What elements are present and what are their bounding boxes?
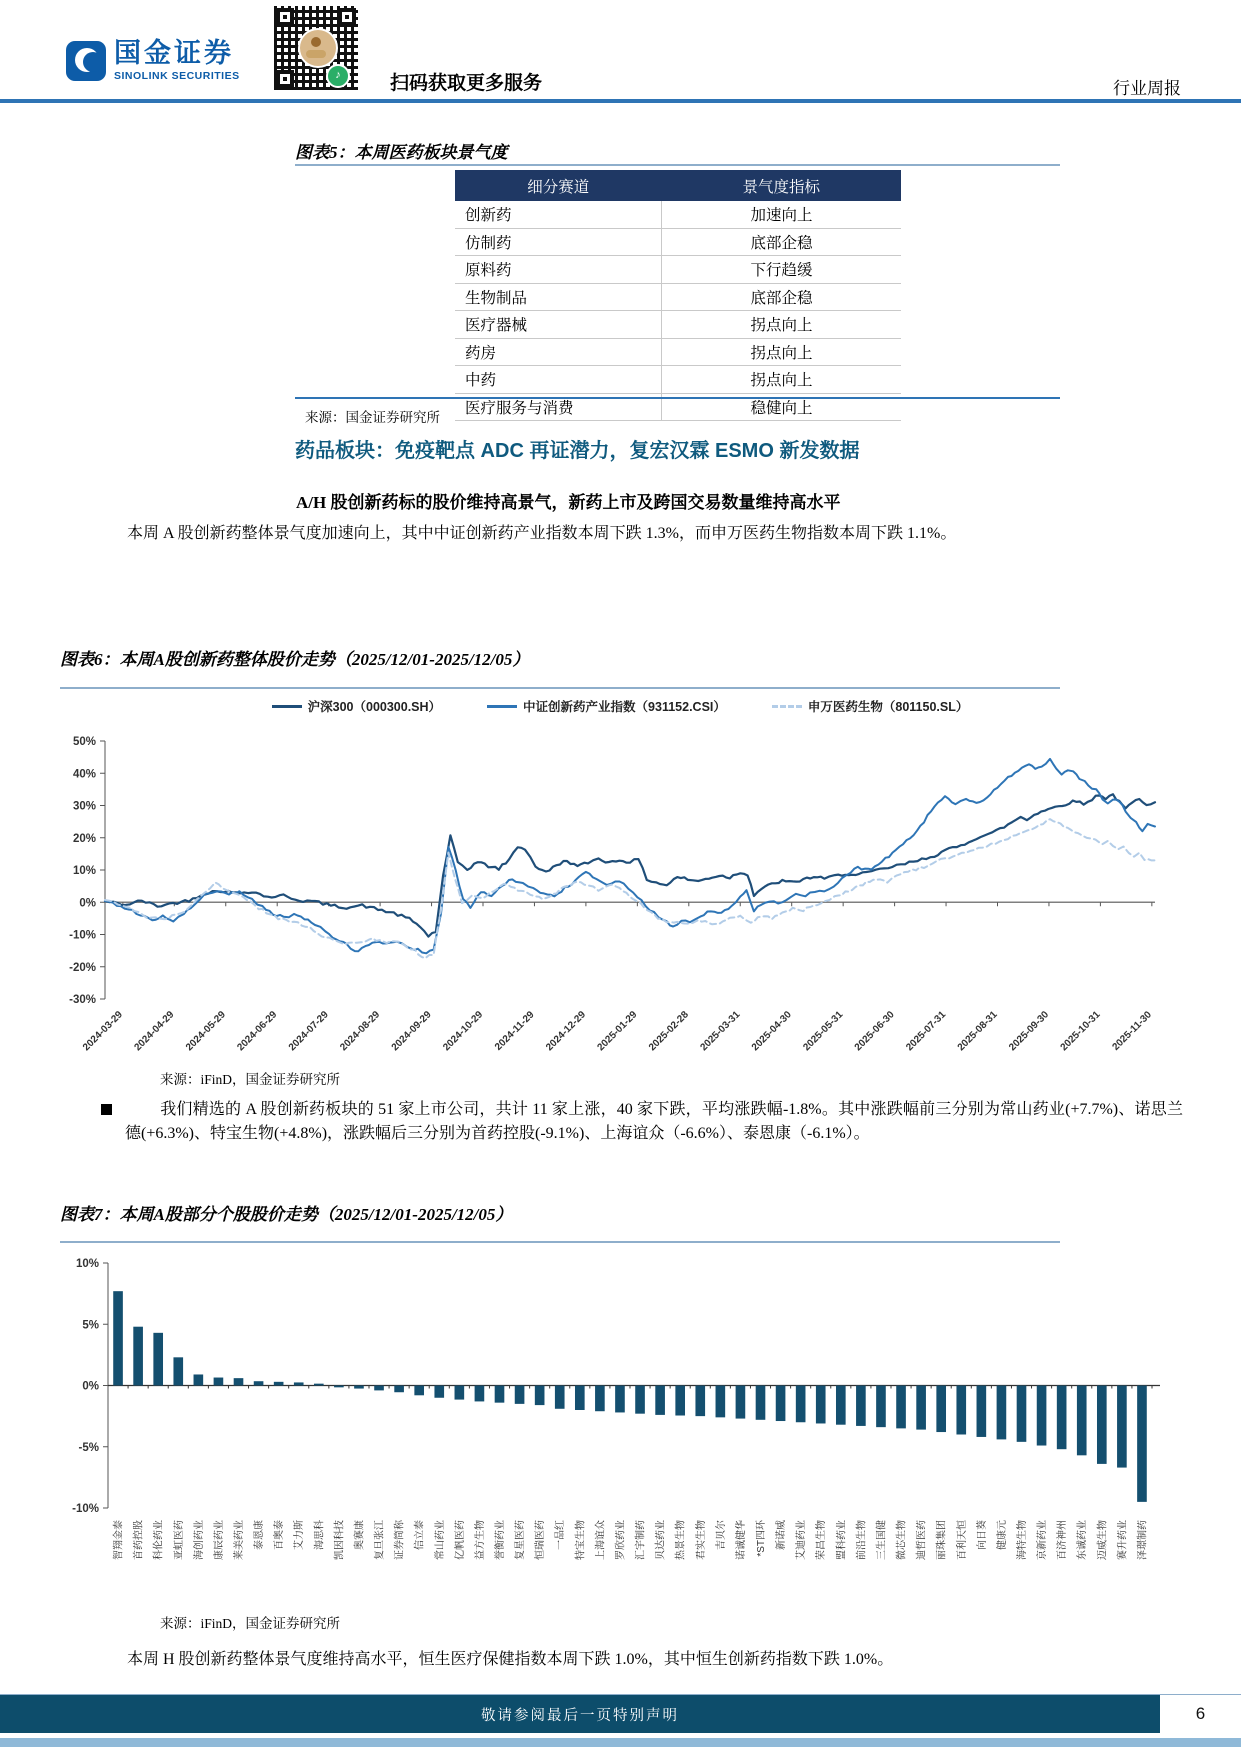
- bar-label: 向日葵: [976, 1520, 988, 1550]
- bar-健康元: [997, 1386, 1007, 1440]
- header-rule: [0, 99, 1241, 103]
- footer-disclaimer: 敬请参阅最后一页特别声明: [0, 1695, 1160, 1733]
- cell-segment: 医疗器械: [455, 311, 662, 339]
- bar-label: 吉贝尔: [715, 1520, 727, 1550]
- bar-百奥泰: [274, 1382, 284, 1386]
- bar-label: 迈威生物: [1097, 1520, 1109, 1560]
- cell-indicator: 加速向上: [662, 201, 902, 228]
- fig6-source: 来源：iFinD，国金证券研究所: [160, 1072, 341, 1087]
- svg-text:2025-05-31: 2025-05-31: [801, 1009, 846, 1054]
- sentiment-table: [455, 170, 901, 421]
- bar-label: 常山药业: [434, 1520, 446, 1560]
- paragraph-stock-stats: 我们精选的 A 股创新药板块的 51 家上市公司，共计 11 家上涨，40 家下跌，平均涨跌幅-1.8%。其中涨跌幅前三分别为常山药业(+7.7%)、诺思兰德(+6.3%)、特宝生物(+4.8%)，涨跌幅后三分别为首药控股(-9.1%)、上海谊众（-6.6%）、泰恩康（-6.1%）。: [125, 1101, 1183, 1142]
- bar-label: 荣昌生物: [816, 1520, 828, 1560]
- bar-汇宇制药: [635, 1386, 645, 1414]
- legend-item: [487, 697, 726, 715]
- bar-label: 前沿生物: [856, 1520, 868, 1560]
- bar-迈威生物: [1097, 1386, 1107, 1464]
- bar-热景生物: [675, 1386, 685, 1416]
- bar-常山药业: [434, 1386, 444, 1398]
- fig6-caption-rule: [60, 687, 1060, 689]
- line-series-0: [105, 794, 1155, 936]
- bar-label: 信立泰: [414, 1520, 426, 1550]
- cell-indicator: 底部企稳: [662, 228, 902, 256]
- section-subheading: A/H 股创新药标的股价维持高景气，新药上市及跨国交易数量维持高水平: [296, 493, 841, 512]
- bar-label: 复旦张江: [374, 1520, 386, 1560]
- svg-text:2025-08-31: 2025-08-31: [955, 1009, 1000, 1054]
- cell-segment: 医疗服务与消费: [455, 393, 662, 421]
- bar-贝达药业: [655, 1386, 665, 1415]
- svg-text:40%: 40%: [72, 768, 96, 781]
- brand-name-en: SINOLINK SECURITIES: [114, 70, 240, 82]
- bar-label: 百利天恒: [956, 1520, 968, 1560]
- bar-label: 一品红: [555, 1520, 567, 1550]
- bar-复旦张江: [374, 1386, 384, 1391]
- page-number: 6: [1195, 1704, 1206, 1723]
- bar-label: 京新药业: [1037, 1520, 1049, 1560]
- svg-text:-10%: -10%: [72, 1503, 99, 1515]
- bar-特宝生物: [575, 1386, 585, 1411]
- page-header: [0, 0, 1241, 99]
- svg-text:2025-10-31: 2025-10-31: [1058, 1009, 1103, 1054]
- table-row: [455, 366, 901, 394]
- svg-text:2024-11-29: 2024-11-29: [493, 1009, 537, 1053]
- cell-indicator: 底部企稳: [662, 283, 902, 311]
- line-series-2: [105, 819, 1155, 958]
- bar-label: 海特生物: [1017, 1520, 1028, 1560]
- bar-label: 海思科: [314, 1520, 326, 1550]
- legend-swatch: [772, 705, 802, 708]
- bar-上海谊众: [595, 1386, 605, 1412]
- svg-text:10%: 10%: [75, 1258, 99, 1270]
- bar-label: 科伦药业: [153, 1520, 165, 1560]
- svg-text:2024-08-29: 2024-08-29: [338, 1009, 383, 1054]
- bar-label: 康辰药业: [213, 1520, 225, 1560]
- bar-康辰药业: [214, 1378, 224, 1386]
- bar-向日葵: [977, 1386, 987, 1437]
- bar-盟科药业: [836, 1386, 846, 1425]
- bar-京新药业: [1037, 1386, 1047, 1446]
- fig5-bottom-rule: [295, 397, 1060, 399]
- svg-text:10%: 10%: [72, 865, 96, 877]
- bar-海特生物: [1017, 1386, 1027, 1442]
- cell-indicator: 拐点向上: [662, 311, 902, 339]
- bar-泽璟制药: [1137, 1386, 1147, 1502]
- svg-text:2025-02-28: 2025-02-28: [646, 1009, 691, 1054]
- bar-丽珠集团: [936, 1386, 946, 1433]
- table-row: [455, 311, 901, 339]
- sinolink-logo: [66, 40, 240, 82]
- table-row: [455, 228, 901, 256]
- cell-segment: 原料药: [455, 256, 662, 284]
- paragraph-a-share: 本周 A 股创新药整体景气度加速向上，其中中证创新药产业指数本周下跌 1.3%，而申万医药生物指数本周下跌 1.1%。: [127, 525, 957, 542]
- svg-text:2025-07-31: 2025-07-31: [904, 1009, 949, 1054]
- bar-艾迪药业: [796, 1386, 806, 1423]
- bar-百利天恒: [956, 1386, 966, 1435]
- bar-label: 海创药业: [193, 1520, 205, 1560]
- cell-segment: 生物制品: [455, 283, 662, 311]
- svg-text:2024-07-29: 2024-07-29: [286, 1009, 331, 1054]
- bullet-icon: [101, 1104, 112, 1115]
- bar-*ST四环: [756, 1386, 766, 1420]
- bar-label: 盟科药业: [836, 1520, 848, 1560]
- svg-text:2024-09-29: 2024-09-29: [389, 1009, 434, 1054]
- sentiment-table-header-row: [455, 170, 901, 201]
- svg-text:0%: 0%: [79, 897, 96, 910]
- bar-君实生物: [695, 1386, 705, 1417]
- bar-label: 凯因科技: [334, 1520, 346, 1560]
- svg-text:-20%: -20%: [69, 961, 96, 974]
- bar-label: 特宝生物: [575, 1520, 587, 1560]
- svg-text:2025-04-30: 2025-04-30: [749, 1009, 794, 1054]
- bar-益方生物: [475, 1386, 485, 1402]
- bar-label: 证券简称: [394, 1520, 406, 1560]
- paragraph-h-share: 本周 H 股创新药整体景气度维持高水平，恒生医疗保健指数本周下跌 1.0%，其中恒生创新药指数下跌 1.0%。: [127, 1651, 894, 1668]
- bar-奥赛康: [354, 1386, 364, 1389]
- table-row: [455, 338, 901, 366]
- bar-百济神州: [1057, 1386, 1067, 1450]
- bar-诺诚健华: [736, 1386, 746, 1419]
- bar-label: 君实生物: [695, 1520, 707, 1560]
- bar-复星医药: [515, 1386, 525, 1404]
- brand-name-cn: 国金证券: [114, 38, 234, 68]
- bar-label: 贝达药业: [655, 1520, 667, 1560]
- svg-text:-30%: -30%: [69, 994, 96, 1006]
- bar-亚虹医药: [173, 1357, 183, 1385]
- bar-荣昌生物: [816, 1386, 826, 1424]
- bar-label: 智翔金泰: [113, 1520, 125, 1560]
- bar-label: 誉衡药业: [495, 1520, 506, 1560]
- line-chart: [50, 714, 1175, 1062]
- col-header-indicator: 景气度指标: [662, 170, 902, 201]
- bar-label: 艾迪药业: [796, 1520, 808, 1560]
- bar-微芯生物: [896, 1386, 906, 1429]
- col-header-segment: 细分赛道: [455, 170, 662, 201]
- svg-text:-10%: -10%: [69, 929, 96, 942]
- bar-证券简称: [394, 1386, 404, 1393]
- bar-label: *ST四环: [756, 1520, 767, 1557]
- cell-segment: 中药: [455, 366, 662, 394]
- legend-item: [772, 697, 968, 715]
- bar-label: 上海谊众: [595, 1520, 607, 1560]
- bar-首药控股: [133, 1327, 143, 1386]
- svg-text:50%: 50%: [72, 736, 96, 748]
- table-row: [455, 283, 901, 311]
- scan-hint-text: 扫码获取更多服务: [390, 73, 543, 94]
- fig5-caption-rule: [295, 164, 1060, 166]
- cell-segment: 药房: [455, 338, 662, 366]
- legend-item: [272, 697, 441, 715]
- bar-label: 新诺威: [776, 1520, 788, 1550]
- bar-label: 热景生物: [675, 1520, 687, 1560]
- cell-segment: 仿制药: [455, 228, 662, 256]
- bar-label: 三生国健: [876, 1520, 888, 1560]
- bar-label: 首药控股: [133, 1520, 145, 1560]
- bar-信立泰: [414, 1386, 424, 1396]
- svg-text:2025-03-31: 2025-03-31: [698, 1009, 743, 1054]
- fig5-caption: 图表5：本周医药板块景气度: [295, 143, 508, 162]
- svg-text:2024-10-29: 2024-10-29: [441, 1009, 486, 1054]
- bar-一品红: [555, 1386, 565, 1409]
- qr-center-badge-icon: [298, 28, 338, 68]
- legend-swatch: [487, 705, 517, 708]
- bar-label: 亚虹医药: [173, 1520, 185, 1560]
- bar-迪哲医药: [916, 1386, 926, 1430]
- fig5-source: 来源：国金证券研究所: [305, 410, 440, 425]
- sinolink-logo-icon: [66, 41, 106, 81]
- bar-科伦药业: [153, 1333, 163, 1386]
- svg-text:2024-12-29: 2024-12-29: [544, 1009, 589, 1054]
- svg-text:2024-06-29: 2024-06-29: [235, 1009, 280, 1054]
- bar-海创药业: [194, 1374, 204, 1385]
- bar-莱美药业: [234, 1378, 244, 1385]
- svg-text:2025-06-30: 2025-06-30: [852, 1009, 897, 1054]
- svg-text:30%: 30%: [72, 800, 96, 813]
- cell-indicator: 拐点向上: [662, 338, 902, 366]
- svg-text:-5%: -5%: [78, 1441, 99, 1454]
- bar-艾力斯: [294, 1382, 304, 1385]
- bar-label: 莱美药业: [234, 1520, 245, 1560]
- legend-label: 中证创新药产业指数（931152.CSI）: [523, 700, 726, 714]
- wechat-icon: ♪: [326, 64, 350, 88]
- bar-亿帆医药: [455, 1386, 465, 1400]
- table-row: [455, 201, 901, 228]
- bar-label: 艾力斯: [294, 1520, 306, 1550]
- bar-前沿生物: [856, 1386, 866, 1426]
- bar-label: 罗欣药业: [615, 1520, 627, 1560]
- fig6-caption: 图表6：本周A股创新药整体股价走势（2025/12/01-2025/12/05）: [60, 650, 530, 669]
- cell-segment: 创新药: [455, 201, 662, 228]
- bar-label: 丽珠集团: [936, 1520, 948, 1560]
- svg-text:2024-04-29: 2024-04-29: [132, 1009, 177, 1054]
- bar-label: 益方生物: [474, 1520, 486, 1560]
- line-series-1: [105, 759, 1155, 953]
- bar-三生国健: [876, 1386, 886, 1428]
- svg-text:2025-01-29: 2025-01-29: [595, 1009, 640, 1054]
- bar-label: 复星医药: [515, 1520, 527, 1560]
- bar-label: 健康元: [996, 1520, 1008, 1550]
- bar-label: 泽璟制药: [1137, 1520, 1149, 1560]
- bar-誉衡药业: [495, 1386, 505, 1403]
- bar-label: 百济神州: [1057, 1520, 1069, 1560]
- bar-恒瑞医药: [535, 1386, 545, 1406]
- report-type-label: 行业周报: [1113, 79, 1181, 98]
- bar-label: 微芯生物: [896, 1520, 908, 1560]
- bar-chart: [50, 1246, 1175, 1608]
- svg-text:0%: 0%: [82, 1380, 99, 1393]
- fig7-source: 来源：iFinD，国金证券研究所: [160, 1616, 341, 1631]
- bar-label: 东诚药业: [1077, 1520, 1089, 1560]
- bar-label: 汇宇制药: [635, 1520, 647, 1560]
- svg-text:5%: 5%: [82, 1319, 99, 1332]
- bar-智翔金泰: [113, 1291, 123, 1385]
- footer-strip: [0, 1738, 1241, 1747]
- bar-label: 迪哲医药: [916, 1520, 928, 1560]
- legend-label: 沪深300（000300.SH）: [307, 700, 442, 714]
- bar-label: 诺诚健华: [735, 1520, 747, 1560]
- svg-text:2025-09-30: 2025-09-30: [1007, 1009, 1052, 1054]
- svg-text:2024-05-29: 2024-05-29: [183, 1009, 228, 1054]
- line-chart-legend: [60, 697, 1180, 715]
- svg-text:2024-03-29: 2024-03-29: [81, 1009, 125, 1054]
- bar-label: 亿帆医药: [454, 1520, 466, 1560]
- bar-label: 奥赛康: [354, 1520, 366, 1550]
- bar-海思科: [314, 1384, 324, 1386]
- legend-label: 申万医药生物（801150.SL）: [807, 700, 969, 714]
- table-row: [455, 256, 901, 284]
- cell-indicator: 拐点向上: [662, 366, 902, 394]
- bar-label: 赛升药业: [1117, 1520, 1129, 1560]
- section-heading: 药品板块：免疫靶点 ADC 再证潜力，复宏汉霖 ESMO 新发数据: [295, 440, 860, 462]
- cell-indicator: 稳健向上: [662, 393, 902, 421]
- bar-凯因科技: [334, 1386, 344, 1388]
- bar-label: 百奥泰: [274, 1520, 286, 1550]
- bar-label: 泰恩康: [254, 1520, 266, 1550]
- svg-text:20%: 20%: [72, 832, 96, 845]
- fig7-caption-rule: [60, 1241, 1060, 1243]
- qr-code-icon: [274, 6, 358, 90]
- bar-新诺威: [776, 1386, 786, 1422]
- bar-罗欣药业: [615, 1386, 625, 1413]
- cell-indicator: 下行趋缓: [662, 256, 902, 284]
- legend-swatch: [272, 705, 302, 708]
- bar-label: 恒瑞医药: [535, 1520, 547, 1560]
- bar-东诚药业: [1077, 1386, 1087, 1456]
- bar-赛升药业: [1117, 1386, 1127, 1468]
- bar-泰恩康: [254, 1381, 264, 1385]
- svg-text:2025-11-30: 2025-11-30: [1110, 1009, 1154, 1053]
- fig7-caption: 图表7：本周A股部分个股股价走势（2025/12/01-2025/12/05）: [60, 1205, 513, 1224]
- bar-吉贝尔: [716, 1386, 726, 1418]
